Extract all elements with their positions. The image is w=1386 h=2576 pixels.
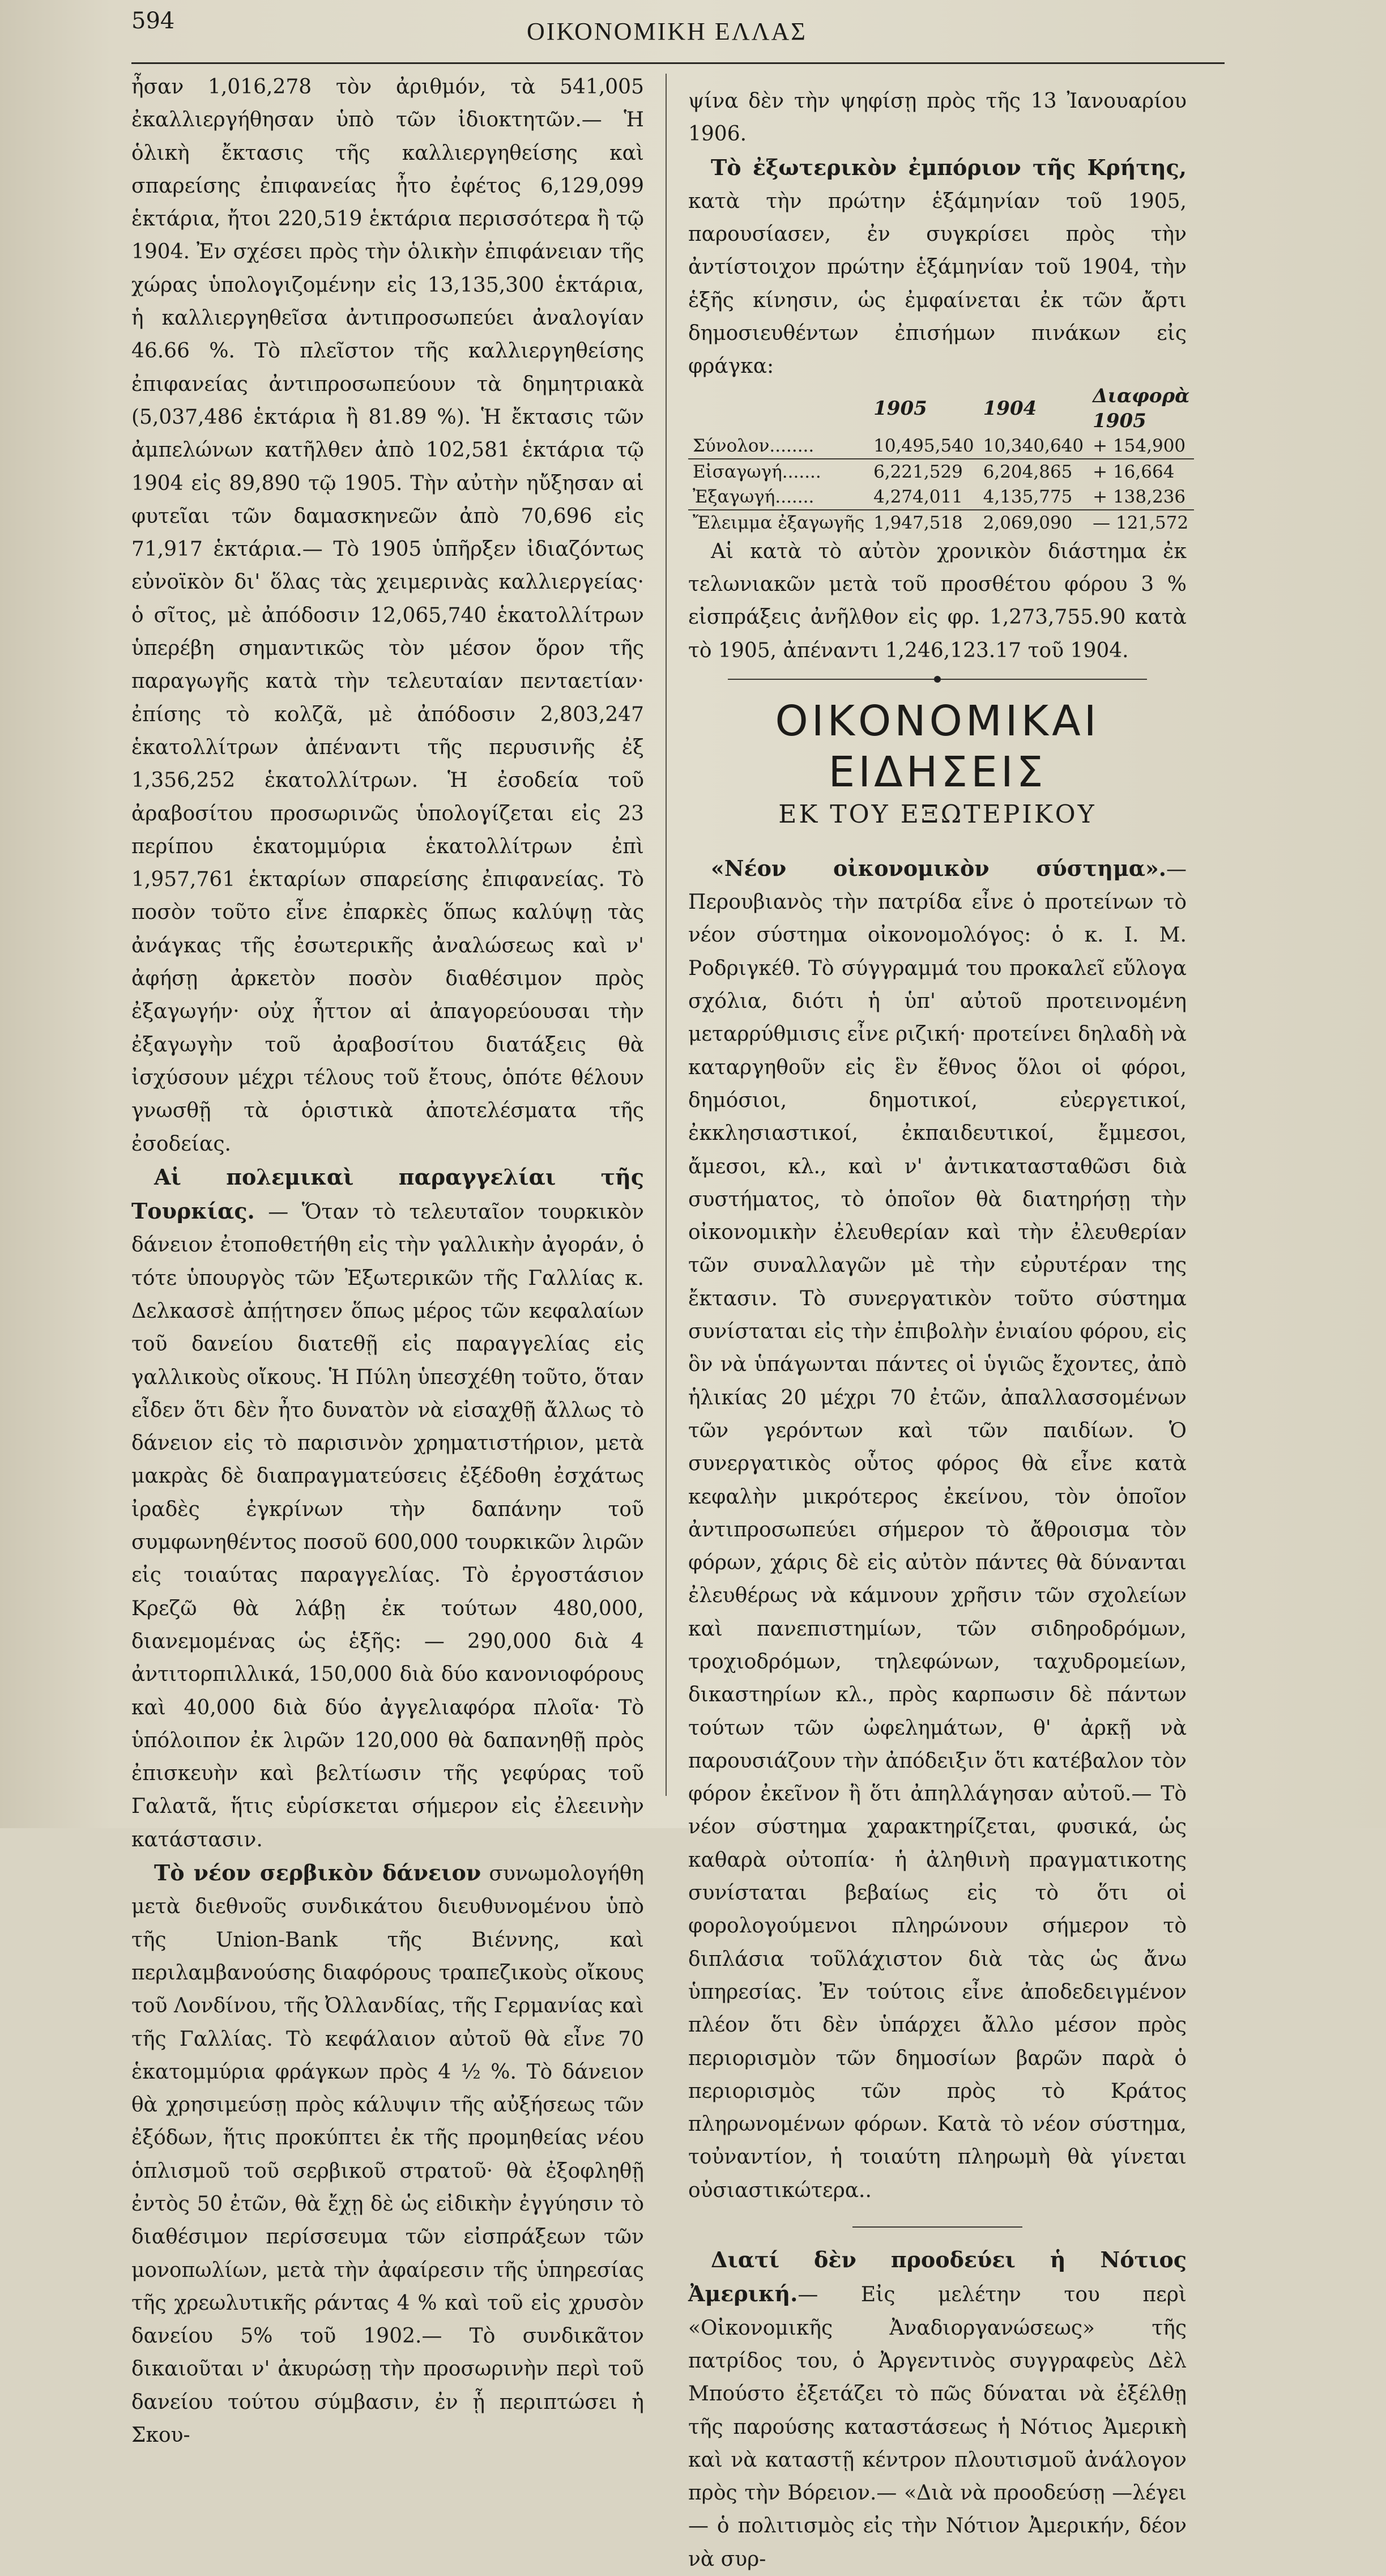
article-new-system bbox=[688, 852, 1187, 2207]
page-number: 594 bbox=[131, 8, 175, 34]
article-body-crete-trade: κατὰ τὴν πρώτην ἑξάμηνίαν τοῦ 1905, παρουσίασεν, ἐν συγκρίσει πρὸς τὴν ἀντίστοιχον πρώτην ἑξάμηνίαν τοῦ 1904, τὴν ἑξῆς κίνησιν, ὡς ἐμφαίνεται ἐκ τῶν ἄρτι δημοσιευθέντων ἐπισήμων πινάκων εἰς φράγκα: bbox=[688, 189, 1187, 378]
table-row bbox=[688, 433, 1194, 459]
article-crete-trade bbox=[688, 151, 1187, 384]
table-row bbox=[688, 459, 1194, 484]
left-column bbox=[131, 71, 644, 2452]
table-header-cell: 1905 bbox=[873, 397, 927, 420]
table-cell: 2,069,090 bbox=[983, 512, 1073, 533]
article-heading-turkish-orders: Αἱ πολεμικαὶ παραγγελίαι τῆς Τουρκίας. bbox=[131, 1164, 644, 1224]
article-serbian-loan bbox=[131, 1857, 644, 2452]
table-cell: 6,204,865 bbox=[983, 461, 1073, 482]
article-body-south-america: — Εἰς μελέτην του περὶ «Οἰκονομικῆς Ἀναδιοργανώσεως» τῆς πατρίδος του, ὁ Ἀργεντινὸς συγγραφεὺς Δὲλ Μπούστο ἐξετάζει τὸ πῶς δύναται νὰ ἐξέλθῃ τῆς παρούσης καταστάσεως ἡ Νότιος Ἀμερικὴ καὶ νὰ καταστῇ κέντρον πλουτισμοῦ ἀνάλογον πρὸς τὴν Βόρειον.— «Διὰ νὰ προοδεύσῃ —λέγει— ὁ πολιτισμὸς εἰς τὴν Νότιον Ἀμερικήν, δέον νὰ συρ- bbox=[688, 2283, 1187, 2571]
right-column bbox=[688, 85, 1190, 2576]
crete-trade-table bbox=[688, 384, 1194, 535]
table-cell: 10,340,640 bbox=[979, 433, 1089, 459]
section-subtitle: ΕΚ ΤΟΥ ΕΞΩΤΕΡΙΚΟΥ bbox=[778, 799, 1097, 829]
table-cell: + 138,236 bbox=[1088, 484, 1194, 510]
table-cell: + 154,900 bbox=[1088, 433, 1194, 459]
table-cell: Ἔλειμμα ἐξαγωγῆς bbox=[693, 512, 865, 533]
table-cell: Σύνολον........ bbox=[688, 433, 869, 459]
article-body-serbian-loan: συνωμολογήθη μετὰ διεθνοῦς συνδικάτου διευθυνομένου ὑπὸ τῆς Union-Bank τῆς Βιέννης, καὶ περιλαμβανούσης διαφόρους τραπεζικοὺς οἴκους τοῦ Λονδίνου, τῆς Ὀλλανδίας, τῆς Γερμανίας καὶ τῆς Γαλλίας. Τὸ κεφάλαιον αὐτοῦ θὰ εἶνε 70 ἑκατομμύρια φράγκων πρὸς 4 ½ %. Τὸ δάνειον θὰ χρησιμεύσῃ πρὸς κάλυψιν τῆς αὐξήσεως τῶν ἐξόδων, ἥτις προκύπτει ἐκ τῆς προμηθείας νέου ὁπλισμοῦ τοῦ σερβικοῦ στρατοῦ· θὰ ἐξοφληθῇ ἐντὸς 50 ἐτῶν, θὰ ἔχῃ δὲ ὡς εἰδικὴν ἐγγύησιν τὸ διαθέσιμον περίσσευμα τῶν εἰσπράξεων τῶν μονοπωλίων, μετὰ τὴν ἀφαίρεσιν τῆς ὑπηρεσίας τῆς χρεωλυτικῆς ράντας 4 % καὶ τοῦ εἰς χρυσὸν δανείου 5% τοῦ 1902.— Τὸ συνδικᾶτον δικαιοῦται ν' ἀκυρώσῃ τὴν προσωρινὴν περὶ τοῦ δανείου τούτου σύμβασιν, ἐν ᾗ περιπτώσει ἡ Σκου- bbox=[131, 1862, 644, 2447]
table-header-row bbox=[688, 384, 1194, 433]
separator-ornament bbox=[934, 676, 941, 683]
table-cell: 4,274,011 bbox=[869, 484, 979, 510]
table-cell: 1,947,518 bbox=[873, 512, 963, 533]
table-cell: 10,495,540 bbox=[869, 433, 979, 459]
article-heading-serbian-loan: Τὸ νέον σερβικὸν δάνειον bbox=[154, 1860, 481, 1886]
table-header-cell bbox=[688, 384, 869, 433]
table-header-cell: 1904 bbox=[983, 397, 1037, 420]
table-header-cell: Διαφορὰ 1905 bbox=[1093, 384, 1190, 432]
section-separator bbox=[728, 679, 1147, 680]
article-body-turkish-orders: — Ὅταν τὸ τελευταῖον τουρκικὸν δάνειον ἐτοποθετήθη εἰς τὴν γαλλικὴν ἀγοράν, ὁ τότε ὑπουργὸς τῶν Ἐξωτερικῶν τῆς Γαλλίας κ. Δελκασσὲ ἀπῄτησεν ὅπως μέρος τῶν κεφαλαίων τοῦ δανείου διατεθῇ εἰς παραγγελίας εἰς γαλλικοὺς οἴκους. Ἡ Πύλη ὑπεσχέθη τοῦτο, ὅταν εἶδεν ὅτι δὲν ἦτο δυνατὸν νὰ εἰσαχθῇ ἄλλως τὸ δάνειον εἰς τὸ παρισινὸν χρηματιστήριον, μετὰ μακρὰς δὲ διαπραγματεύσεις ἐξέδοθη ἐσχάτως ἰραδὲς ἐγκρίνων τὴν δαπάνην τοῦ συμφωνηθέντος ποσοῦ 600,000 τουρκικῶν λιρῶν εἰς τοιαύτας παραγγελίας. Τὸ ἐργοστάσιον Κρεζῶ θὰ λάβῃ ἐκ τούτων 480,000, διανεμομένας ὡς ἑξῆς: — 290,000 διὰ 4 ἀντιτορπιλλικά, 150,000 διὰ δύο κανονιοφόρους καὶ 40,000 διὰ δύο ἀγγελιαφόρα πλοῖα· Τὸ ὑπόλοιπον ἐκ λιρῶν 120,000 θὰ δαπανηθῇ πρὸς ἐπισκευὴν καὶ βελτίωσιν τῆς γεφύρας τοῦ Γαλατᾶ, ἥτις εὑρίσκεται σήμερον εἰς ἐλεεινὴν κατάστασιν. bbox=[131, 1200, 644, 1851]
table-cell: 4,135,775 bbox=[979, 484, 1089, 510]
article-south-america bbox=[688, 2243, 1187, 2576]
running-head: ΟΙΚΟΝΟΜΙΚΗ ΕΛΛΑΣ bbox=[527, 18, 807, 45]
table-cell: 6,221,529 bbox=[873, 461, 963, 482]
paragraph-agriculture: ἦσαν 1,016,278 τὸν ἀριθμόν, τὰ 541,005 ἐκαλλιεργήθησαν ὑπὸ τῶν ἰδιοκτητῶν.— Ἡ ὁλικὴ ἔκτασις τῆς καλλιεργηθείσης καὶ σπαρείσης ἐπιφανείας ἦτο ἐφέτος 6,129,099 ἑκτάρια, ἤτοι 220,519 ἑκτάρια περισσότερα ἢ τῷ 1904. Ἐν σχέσει πρὸς τὴν ὁλικὴν ἐπιφάνειαν τῆς χώρας ὑπολογιζομένην εἰς 13,135,300 ἑκτάρια, ἡ καλλιεργηθεῖσα ἀντιπροσωπεύει ἀναλογίαν 46.66 %. Τὸ πλεῖστον τῆς καλλιεργηθείσης ἐπιφανείας ἀντιπροσωπεύουν τὰ δημητριακὰ (5,037,486 ἑκτάρια ἢ 81.89 %). Ἡ ἔκτασις τῶν ἀμπελώνων κατῆλθεν ἀπὸ 102,581 ἑκτάρια τῷ 1904 εἰς 89,890 τῷ 1905. Τὴν αὐτὴν ηὔξησαν αἱ φυτεῖαι τῶν δαμασκηνεῶν ἀπὸ 70,696 εἰς 71,917 ἑκτάρια.— Τὸ 1905 ὑπῆρξεν ἰδιαζόντως εὐνοϊκὸν δι' ὅλας τὰς χειμερινὰς καλλιεργείας· ὁ σῖτος, μὲ ἀπόδοσιν 12,065,740 ἑκατολλίτρων ὑπερέβη σημαντικῶς τὸν μέσον ὅρον τῆς παραγωγῆς κατὰ τὴν τελευταίαν πενταετίαν· ἐπίσης τὸ κολζᾶ, μὲ ἀπόδοσιν 2,803,247 ἑκατολλίτρων ἀπέναντι τῆς περυσινῆς ἐξ 1,356,252 ἑκατολλίτρων. Ἡ ἐσοδεία τοῦ ἀραβοσίτου προσωρινῶς ὑπολογίζεται εἰς 23 περίπου ἑκατομμύρια ἑκατολλίτρων ἐπὶ 1,957,761 ἑκταρίων σπαρείσης ἐπιφανείας. Τὸ ποσὸν τοῦτο εἶνε ἐπαρκὲς ὅπως καλύψῃ τὰς ἀνάγκας τῆς ἐσωτερικῆς ἀναλώσεως καὶ ν' ἀφήσῃ ἀρκετὸν ποσὸν διαθέσιμον πρὸς ἐξαγωγήν· οὐχ ἧττον αἱ ἀπαγορεύουσαι τὴν ἐξαγωγὴν τοῦ ἀραβοσίτου διατάξεις θὰ ἰσχύσουν μέχρι τέλους τοῦ ἔτους, ὁπότε θέλουν γνωσθῇ τὰ ὁριστικὰ ἀποτελέσματα τῆς ἐσοδείας. bbox=[131, 75, 644, 1156]
paragraph-continuation: ψίνα δὲν τὴν ψηφίσῃ πρὸς τῆς 13 Ἰανουαρίου 1906. bbox=[688, 90, 1187, 146]
table-row bbox=[688, 510, 1194, 535]
article-turkish-orders bbox=[131, 1161, 644, 1857]
article-body-new-system: — Περουβιανὸς τὴν πατρίδα εἶνε ὁ προτείνων τὸ νέον σύστημα οἰκονομολόγος: ὁ κ. Ι. Μ. Ροδριγκέθ. Τὸ σύγγραμμά του προκαλεῖ εὔλογα σχόλια, διότι ἡ ὑπ' αὐτοῦ προτεινομένη μεταρρύθμισις εἶνε ριζική· προτείνει δηλαδὴ νὰ καταργηθοῦν εἰς ἓν ἔθνος ὅλοι οἱ φόροι, δημόσιοι, δημοτικοί, εὐεργετικοί, ἐκκλησιαστικοί, ἐκπαιδευτικοί, ἔμμεσοι, ἄμεσοι, κλ., καὶ ν' ἀντικατασταθῶσι διὰ συστήματος, τὸ ὁποῖον θὰ διατηρήσῃ τὴν οἰκονομικὴν ἐλευθερίαν καὶ τὴν ἐλευθερίαν τῶν συναλλαγῶν μὲ τὴν εὐρυτέραν της ἔκτασιν. Τὸ συνεργατικὸν τοῦτο σύστημα συνίσταται εἰς τὴν ἐπιβολὴν ἐνιαίου φόρου, εἰς ὃν νὰ ὑπάγωνται πάντες οἱ ὑγιῶς ἔχοντες, ἀπὸ ἡλικίας 20 μέχρι 70 ἐτῶν, ἀπαλλασσομένων τῶν γερόντων καὶ τῶν παιδίων. Ὁ συνεργατικὸς οὗτος φόρος θὰ εἶνε κατὰ κεφαλὴν μικρότερος ἐκείνου, τὸν ὁποῖον ἀντιπροσωπεύει σήμερον τὸ ἄθροισμα τὸν φόρων, χάρις δὲ εἰς αὐτὸν πάντες θὰ δύνανται ἐλευθέρως νὰ κάμνουν χρῆσιν τῶν σχολείων καὶ πανεπιστημίων, τῶν σιδηροδρόμων, τροχιοδρόμων, τηλεφώνων, ταχυδρομείων, δικαστηρίων κλ., πρὸς καρπωσιν δὲ πάντων τούτων τῶν ὠφελημάτων, θ' ἀρκῇ νὰ παρουσιάζουν τὴν ἀπόδειξιν ὅτι κατέβαλον τὸν φόρον ἐκεῖνον ἢ ὅτι ἀπηλλάγησαν αὐτοῦ.— Τὸ νέον σύστημα χαρακτηρίζεται, φυσικά, ὡς καθαρὰ οὐτοπία· ἡ ἀληθινὴ πραγματικοτης συνίσταται βεβαίως εἰς τὸ ὅτι οἱ φορολογούμενοι πληρώνουν σήμερον τὸ διπλάσια τοῦλάχιστον διὰ τὰς ὡς ἄνω ὑπηρεσίας. Ἐν τούτοις εἶνε ἀποδεδειγμένον πλέον ὅτι δὲν ὑπάρχει ἄλλο μέσον πρὸς περιορισμὸν τῶν δημοσίων βαρῶν παρὰ ὁ περιορισμὸς τῶν πρὸς τὸ Κράτος πληρωνομένων φόρων. Κατὰ τὸ νέον σύστημα, τοὐναντίον, ἡ τοιαύτη πληρωμὴ θὰ γίνεται οὐσιαστικώτερα.. bbox=[688, 857, 1187, 2202]
table-cell: + 16,664 bbox=[1093, 461, 1175, 482]
paragraph-customs: Αἱ κατὰ τὸ αὐτὸν χρονικὸν διάστημα ἐκ τελωνιακῶν μετὰ τοῦ προσθέτου φόρου 3 % εἰσπράξεις ἀνῆλθον εἰς φρ. 1,273,755.90 κατὰ τὸ 1905, ἀπέναντι 1,246,123.17 τοῦ 1904. bbox=[688, 539, 1187, 662]
table-row bbox=[688, 484, 1194, 510]
section-title: ΟΙΚΟΝΟΜΙΚΑΙ ΕΙΔΗΣΕΙΣ bbox=[775, 696, 1100, 797]
column-divider bbox=[666, 74, 667, 1796]
article-heading-south-america: Διατί δὲν προοδεύει ἡ Νότιος Ἀμερική. bbox=[688, 2247, 1187, 2307]
article-heading-crete-trade: Τὸ ἐξωτερικὸν ἐμπόριον τῆς Κρήτης, bbox=[711, 154, 1187, 180]
article-heading-new-system: «Νέον οἰκονομικὸν σύστημα». bbox=[711, 855, 1166, 881]
table-cell: — 121,572 bbox=[1093, 512, 1189, 533]
article-separator bbox=[852, 2226, 1022, 2228]
table-cell: Εἰσαγωγή....... bbox=[693, 461, 821, 482]
header-rule bbox=[131, 62, 1225, 64]
table-cell: Ἐξαγωγή....... bbox=[688, 484, 869, 510]
